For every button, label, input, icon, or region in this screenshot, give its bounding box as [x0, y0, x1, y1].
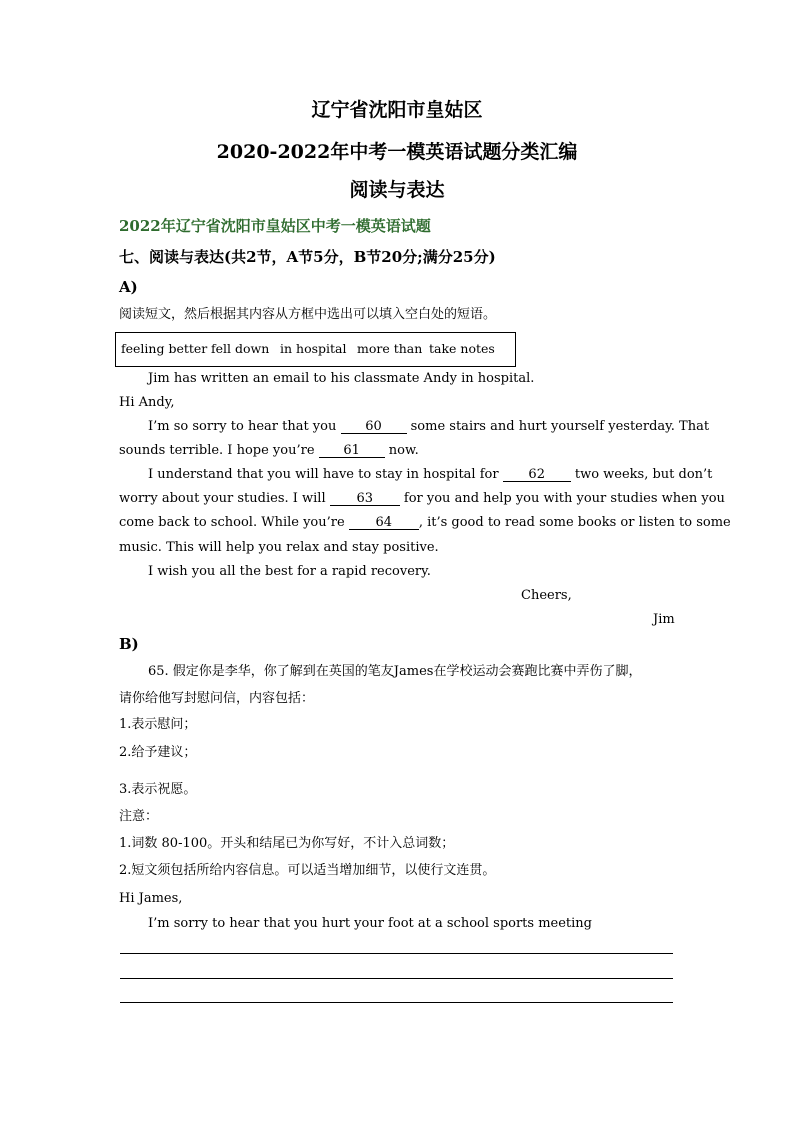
doc-title-series: 2020-2022年中考一模英语试题分类汇编 — [216, 141, 578, 163]
passage-line-4: worry about your studies. I will 63 for you and help you with your studies when you — [119, 491, 725, 506]
option-take-notes: take notes — [429, 341, 495, 356]
doc-title-topic: 阅读与表达 — [349, 179, 445, 201]
blank-60: 60 — [341, 420, 407, 434]
blank-64: 64 — [349, 516, 419, 530]
option-fell-down: fell down — [211, 341, 270, 356]
task-prompt-line-1: 65. 假定你是李华，你了解到在英国的笔友James在学校运动会赛跑比赛中弄伤了脚， — [148, 664, 642, 679]
note-2: 2.短文须包括所给内容信息。可以适当增加细节，以使行文连贯。 — [119, 863, 496, 878]
blank-62: 62 — [503, 468, 571, 482]
task-prompt-line-2: 请你给他写封慰问信，内容包括： — [119, 691, 315, 706]
task-point-2: 2.给予建议； — [119, 745, 197, 760]
letter-greeting: Hi James, — [119, 891, 183, 906]
option-more-than: more than — [357, 341, 423, 356]
writing-line-1 — [120, 953, 673, 954]
passage-line-2: sounds terrible. I hope you’re 61 now. — [119, 443, 419, 458]
doc-title-region: 辽宁省沈阳市皇姑区 — [311, 99, 483, 121]
options-box — [115, 332, 516, 367]
task-point-1: 1.表示慰问； — [119, 717, 197, 732]
source-heading: 2022年辽宁省沈阳市皇姑区中考一模英语试题 — [119, 217, 431, 235]
writing-line-2 — [120, 978, 673, 979]
passage-line-5: come back to school. While you’re 64 , it’s good to read some books or listen to some — [119, 515, 731, 530]
option-feeling-better: feeling better — [121, 341, 208, 356]
passage-intro: Jim has written an email to his classmate Andy in hospital. — [148, 371, 535, 386]
task-point-3: 3.表示祝愿。 — [119, 782, 197, 797]
note-heading: 注意： — [119, 809, 159, 824]
passage-line-6: music. This will help you relax and stay positive. — [119, 540, 439, 555]
option-in-hospital: in hospital — [280, 341, 347, 356]
blank-61: 61 — [319, 444, 385, 458]
part-a-label: A) — [119, 278, 138, 296]
email-signature: Jim — [653, 612, 675, 627]
section-heading: 七、阅读与表达(共2节，A节5分，B节20分;满分25分) — [119, 248, 496, 266]
note-1: 1.词数 80-100。开头和结尾已为你写好，不计入总词数； — [119, 836, 455, 851]
letter-opening: I’m sorry to hear that you hurt your foot at a school sports meeting — [148, 916, 592, 931]
email-closing: Cheers, — [521, 588, 572, 603]
email-greeting: Hi Andy, — [119, 395, 175, 410]
blank-63: 63 — [330, 492, 400, 506]
part-b-label: B) — [119, 635, 139, 653]
part-a-instruction: 阅读短文，然后根据其内容从方框中选出可以填入空白处的短语。 — [119, 307, 497, 322]
passage-line-7: I wish you all the best for a rapid recovery. — [148, 564, 431, 579]
passage-line-3: I understand that you will have to stay in hospital for 62 two weeks, but don’t — [148, 467, 713, 482]
writing-line-3 — [120, 1002, 673, 1003]
passage-line-1: I’m so sorry to hear that you 60 some stairs and hurt yourself yesterday. That — [148, 419, 710, 434]
